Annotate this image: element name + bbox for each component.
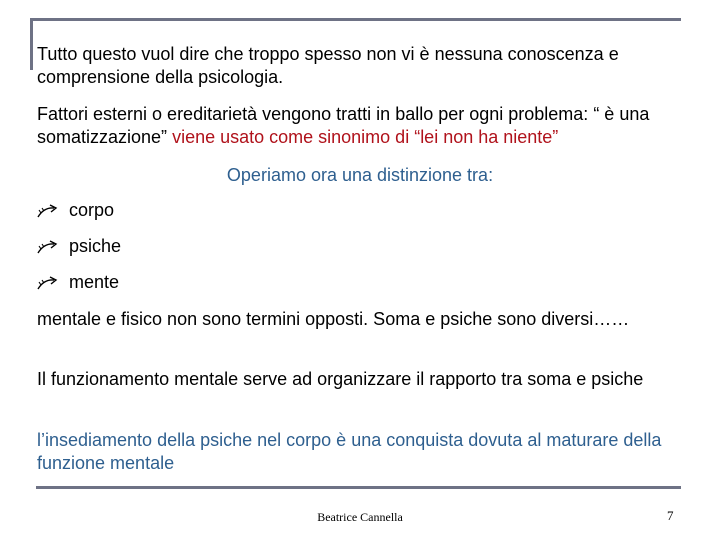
feather-arrow-icon	[37, 204, 59, 218]
paragraph-2	[37, 103, 697, 149]
bullet-item-psiche	[37, 235, 121, 258]
bullet-item-corpo	[37, 199, 114, 222]
page-number: 7	[667, 508, 674, 523]
paragraph-2-red-text: viene usato come sinonimo di “lei non ha niente”	[167, 127, 559, 147]
frame-left-rule	[30, 18, 33, 70]
feather-arrow-icon	[37, 276, 59, 290]
paragraph-3: mentale e fisico non sono termini opposti. Soma e psiche sono diversi……	[37, 309, 630, 329]
frame-bottom-rule	[36, 486, 681, 489]
feather-arrow-icon	[37, 240, 59, 254]
bullet-label: corpo	[69, 200, 115, 220]
bullet-label: mente	[69, 272, 120, 292]
paragraph-5: l’insediamento della psiche nel corpo è una conquista dovuta al maturare della funzione mentale	[37, 430, 662, 473]
paragraph-2-black-text: Fattori esterni o ereditarietà vengono tratti in ballo per ogni problema: “ è una somatizzazione”	[37, 104, 650, 147]
bullet-label: psiche	[69, 236, 122, 256]
frame-top-rule	[30, 18, 681, 21]
paragraph-4: Il funzionamento mentale serve ad organizzare il rapporto tra soma e psiche	[37, 369, 644, 389]
footer-author: Beatrice Cannella	[317, 510, 403, 524]
distinction-heading: Operiamo ora una distinzione tra:	[226, 165, 494, 185]
paragraph-1: Tutto questo vuol dire che troppo spesso non vi è nessuna conoscenza e comprensione della psicologia.	[37, 44, 619, 87]
bullet-item-mente	[37, 271, 119, 294]
